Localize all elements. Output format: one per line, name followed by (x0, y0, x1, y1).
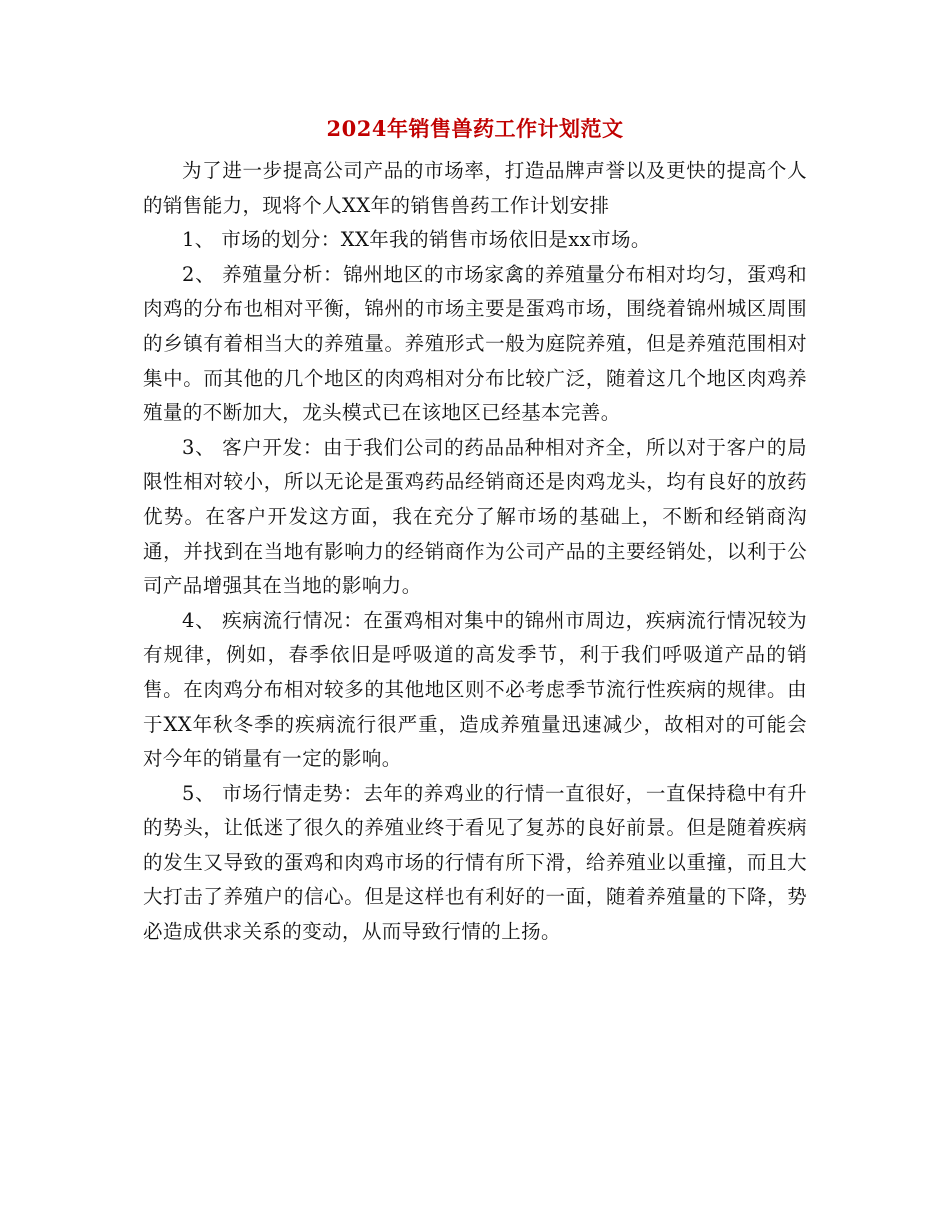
paragraph-market-trend: 5、 市场行情走势：去年的养鸡业的行情一直很好，一直保持稳中有升的势头，让低迷了很久的养殖业终于看见了复苏的良好前景。但是随着疾病的发生又导致的蛋鸡和肉鸡市场的行情有所下滑，给养殖业以重撞，而且大大打击了养殖户的信心。但是这样也有利好的一面，随着养殖量的下降，势必造成供求关系的变动，从而导致行情的上扬。 (143, 781, 807, 944)
document-title: 2024年销售兽药工作计划范文 (326, 116, 624, 141)
document-body (143, 154, 807, 950)
paragraph-intro: 为了进一步提高公司产品的市场率，打造品牌声誉以及更快的提高个人的销售能力，现将个人XX年的销售兽药工作计划安排 (143, 159, 807, 217)
paragraph-disease-situation: 4、 疾病流行情况：在蛋鸡相对集中的锦州市周边，疾病流行情况较为有规律，例如，春季依旧是呼吸道的高发季节，利于我们呼吸道产品的销售。在肉鸡分布相对较多的其他地区则不必考虑季节流行性疾病的规律。由于XX年秋冬季的疾病流行很严重，造成养殖量迅速减少，故相对的可能会对今年的销量有一定的影响。 (143, 608, 807, 771)
paragraph-customer-development: 3、 客户开发：由于我们公司的药品品种相对齐全，所以对于客户的局限性相对较小，所以无论是蛋鸡药品经销商还是肉鸡龙头，均有良好的放药优势。在客户开发这方面，我在充分了解市场的基础上，不断和经销商沟通，并找到在当地有影响力的经销商作为公司产品的主要经销处，以利于公司产品增强其在当地的影响力。 (143, 435, 807, 598)
paragraph-breeding-analysis: 2、 养殖量分析：锦州地区的市场家禽的养殖量分布相对均匀，蛋鸡和肉鸡的分布也相对平衡，锦州的市场主要是蛋鸡市场，围绕着锦州城区周围的乡镇有着相当大的养殖量。养殖形式一般为庭院养殖，但是养殖范围相对集中。而其他的几个地区的肉鸡相对分布比较广泛，随着这几个地区肉鸡养殖量的不断加大，龙头模式已在该地区已经基本完善。 (143, 262, 807, 425)
paragraph-market-division: 1、 市场的划分：XX年我的销售市场依旧是xx市场。 (182, 228, 651, 252)
